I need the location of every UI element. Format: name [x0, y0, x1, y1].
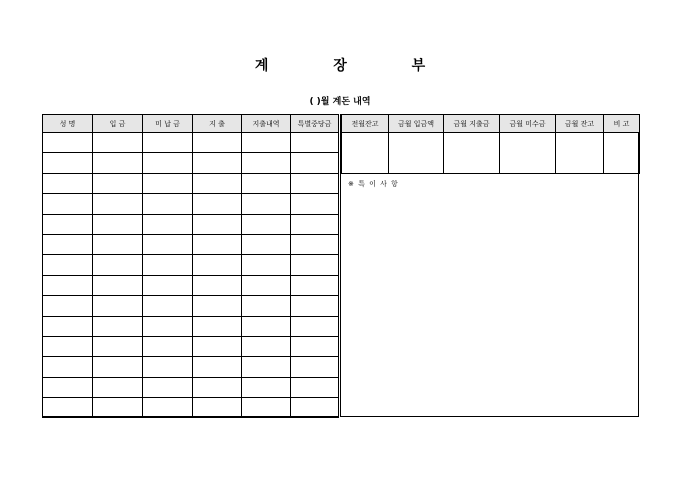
table-cell[interactable]	[193, 234, 242, 254]
table-cell[interactable]	[93, 357, 143, 377]
table-row	[43, 234, 339, 254]
table-cell[interactable]	[291, 153, 339, 173]
header-special-reserve: 특별중당금	[291, 115, 339, 133]
member-table	[42, 114, 339, 418]
table-row	[43, 336, 339, 356]
table-row	[43, 316, 339, 336]
table-cell[interactable]	[291, 377, 339, 397]
table-cell[interactable]	[143, 275, 193, 295]
table-cell[interactable]	[193, 296, 242, 316]
table-cell[interactable]	[143, 133, 193, 153]
table-cell[interactable]	[242, 214, 291, 234]
summary-table-row	[342, 133, 640, 174]
table-cell[interactable]	[43, 214, 93, 234]
table-cell[interactable]	[43, 173, 93, 193]
table-cell[interactable]	[43, 296, 93, 316]
table-row	[43, 357, 339, 377]
table-cell[interactable]	[93, 214, 143, 234]
table-cell[interactable]	[242, 296, 291, 316]
table-cell[interactable]	[242, 255, 291, 275]
table-cell[interactable]	[242, 377, 291, 397]
table-cell[interactable]	[242, 133, 291, 153]
member-table-header	[43, 115, 339, 133]
cell-remarks[interactable]	[604, 133, 640, 174]
table-cell[interactable]	[193, 316, 242, 336]
table-row	[43, 153, 339, 173]
table-row	[43, 173, 339, 193]
table-row	[43, 275, 339, 295]
table-row	[43, 255, 339, 275]
table-cell[interactable]	[93, 316, 143, 336]
table-cell[interactable]	[242, 153, 291, 173]
table-cell[interactable]	[242, 316, 291, 336]
table-cell[interactable]	[242, 234, 291, 254]
table-cell[interactable]	[291, 194, 339, 214]
header-expense: 지 출	[193, 115, 242, 133]
table-cell[interactable]	[291, 255, 339, 275]
header-month-expense: 금월 지출금	[444, 115, 500, 133]
table-cell[interactable]	[93, 234, 143, 254]
table-cell[interactable]	[193, 275, 242, 295]
header-remarks: 비 고	[604, 115, 640, 133]
special-notes-label: ※ 특 이 사 항	[348, 180, 399, 188]
table-cell[interactable]	[193, 255, 242, 275]
header-prev-balance: 전월잔고	[342, 115, 389, 133]
table-cell[interactable]	[291, 275, 339, 295]
cell-month-balance[interactable]	[556, 133, 604, 174]
table-cell[interactable]	[143, 357, 193, 377]
table-cell[interactable]	[291, 398, 339, 418]
table-cell[interactable]	[143, 316, 193, 336]
header-month-balance: 금월 잔고	[556, 115, 604, 133]
table-cell[interactable]	[93, 153, 143, 173]
table-cell[interactable]	[143, 336, 193, 356]
table-cell[interactable]	[143, 296, 193, 316]
table-cell[interactable]	[291, 357, 339, 377]
table-cell[interactable]	[93, 194, 143, 214]
header-month-receivable: 금월 미수금	[500, 115, 556, 133]
cell-month-receivable[interactable]	[500, 133, 556, 174]
table-cell[interactable]	[242, 357, 291, 377]
table-cell[interactable]	[93, 173, 143, 193]
table-cell[interactable]	[43, 275, 93, 295]
table-cell[interactable]	[93, 133, 143, 153]
table-cell[interactable]	[193, 336, 242, 356]
table-cell[interactable]	[193, 194, 242, 214]
table-cell[interactable]	[43, 336, 93, 356]
table-cell[interactable]	[43, 255, 93, 275]
table-row	[43, 194, 339, 214]
table-cell[interactable]	[291, 336, 339, 356]
header-unpaid: 미 납 금	[143, 115, 193, 133]
table-cell[interactable]	[291, 173, 339, 193]
table-cell[interactable]	[143, 398, 193, 418]
table-cell[interactable]	[193, 214, 242, 234]
table-cell[interactable]	[143, 173, 193, 193]
table-cell[interactable]	[93, 296, 143, 316]
table-cell[interactable]	[242, 194, 291, 214]
table-row	[43, 133, 339, 153]
table-cell[interactable]	[43, 398, 93, 418]
table-cell[interactable]	[242, 275, 291, 295]
table-cell[interactable]	[193, 357, 242, 377]
header-deposit: 입 금	[93, 115, 143, 133]
table-cell[interactable]	[93, 336, 143, 356]
table-cell[interactable]	[143, 255, 193, 275]
table-cell[interactable]	[43, 234, 93, 254]
cell-month-deposit[interactable]	[389, 133, 444, 174]
table-cell[interactable]	[93, 398, 143, 418]
table-cell[interactable]	[193, 377, 242, 397]
table-cell[interactable]	[242, 173, 291, 193]
table-cell[interactable]	[193, 133, 242, 153]
table-row	[43, 214, 339, 234]
table-cell[interactable]	[242, 398, 291, 418]
table-cell[interactable]	[93, 255, 143, 275]
table-cell[interactable]	[193, 153, 242, 173]
cell-prev-balance[interactable]	[342, 133, 389, 174]
table-cell[interactable]	[193, 173, 242, 193]
summary-table-header	[342, 115, 640, 133]
month-subtitle: ( )월 계돈 내역	[309, 97, 371, 107]
table-cell[interactable]	[43, 194, 93, 214]
table-cell[interactable]	[291, 296, 339, 316]
ledger-title: 계 장 부	[254, 58, 456, 74]
table-cell[interactable]	[43, 357, 93, 377]
summary-table	[341, 114, 640, 174]
table-row	[43, 398, 339, 418]
table-cell[interactable]	[93, 275, 143, 295]
table-cell[interactable]	[242, 336, 291, 356]
member-table-body	[43, 133, 339, 418]
table-cell[interactable]	[143, 153, 193, 173]
table-cell[interactable]	[143, 234, 193, 254]
table-cell[interactable]	[291, 214, 339, 234]
table-row	[43, 377, 339, 397]
header-month-deposit: 금월 입금액	[389, 115, 444, 133]
table-cell[interactable]	[143, 194, 193, 214]
table-cell[interactable]	[143, 214, 193, 234]
table-cell[interactable]	[43, 316, 93, 336]
table-cell[interactable]	[143, 377, 193, 397]
table-cell[interactable]	[43, 377, 93, 397]
table-cell[interactable]	[291, 234, 339, 254]
table-cell[interactable]	[193, 398, 242, 418]
table-row	[43, 296, 339, 316]
table-cell[interactable]	[291, 133, 339, 153]
table-cell[interactable]	[43, 133, 93, 153]
table-cell[interactable]	[291, 316, 339, 336]
table-cell[interactable]	[43, 153, 93, 173]
header-name: 성 명	[43, 115, 93, 133]
header-expense-detail: 지출내역	[242, 115, 291, 133]
table-cell[interactable]	[93, 377, 143, 397]
cell-month-expense[interactable]	[444, 133, 500, 174]
